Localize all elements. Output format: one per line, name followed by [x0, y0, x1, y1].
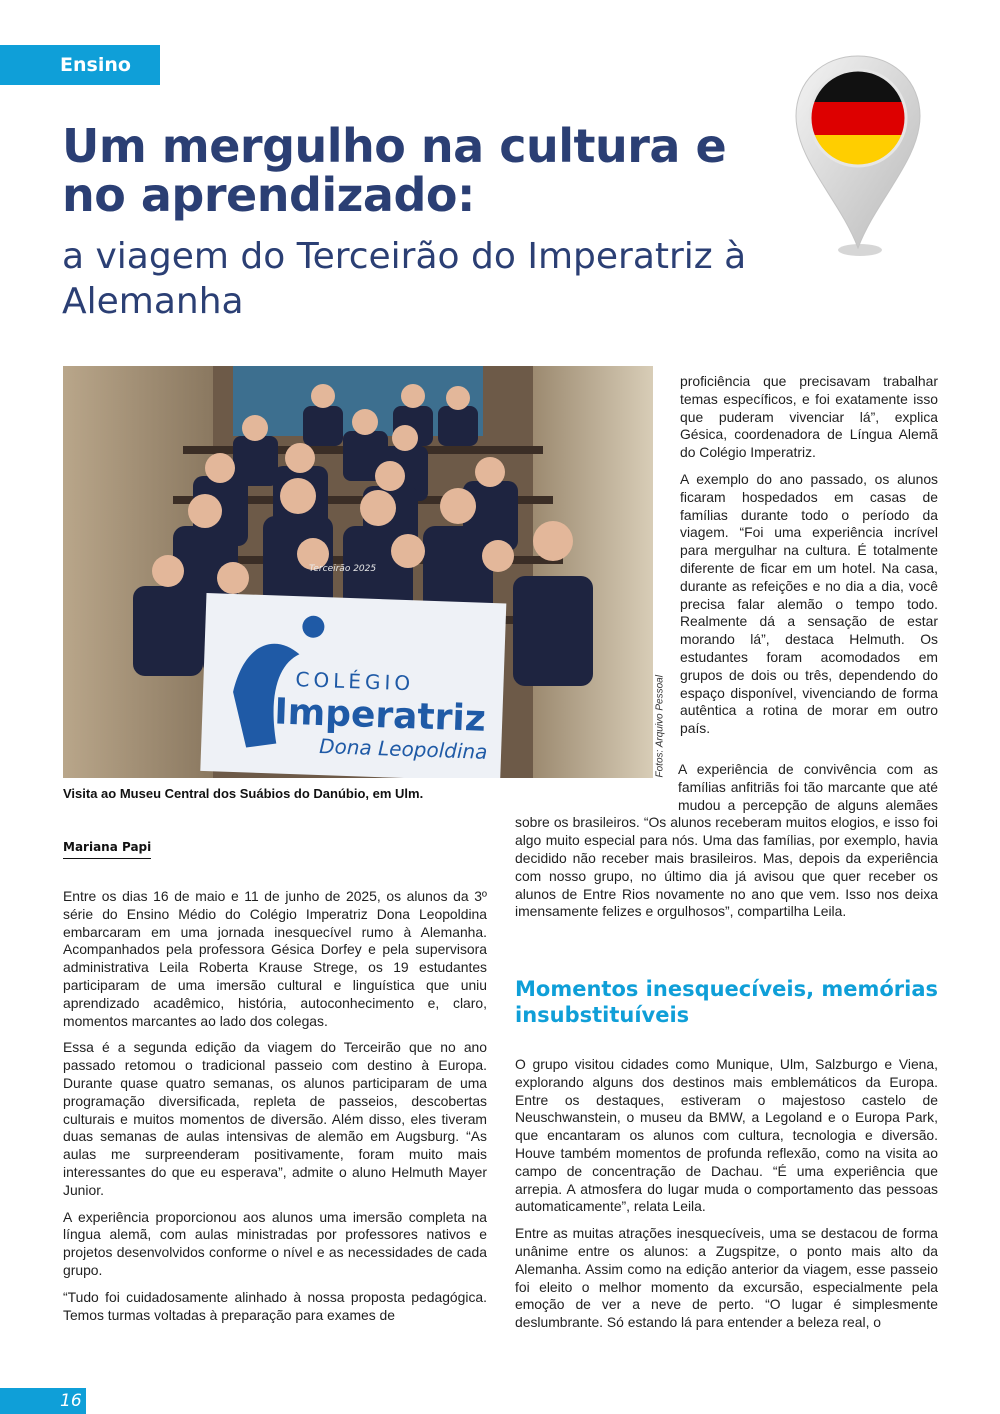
banner-line3: Dona Leopoldina [318, 734, 488, 764]
author-byline: Mariana Papi [63, 840, 151, 859]
page-number: 16 [0, 1388, 86, 1414]
body-paragraph: proficiência que precisavam trabalhar temas específicos, e foi exatamente isso que puderam vivenciar lá”, explica Gésica, coordenadora de Língua Alemã do Colégio Imperatriz. [680, 373, 938, 461]
body-paragraph: Entre as muitas atrações inesquecíveis, uma se destacou de forma unânime entre os alunos: a Zugspitze, o ponto mais alto da Alemanha. Assim como na edição anterior da viagem, esse passeio foi eleito o melhor momento da excursão, especialmente pela emoção de ver a neve de perto. “O lugar é simplesmente deslumbrante. Só estando lá para entender a beleza real, o [515, 1225, 938, 1331]
section-tag: Ensino [0, 45, 160, 85]
germany-flag-pin-icon [790, 50, 930, 260]
article-subtitle: a viagem do Terceirão do Imperatriz à Alemanha [62, 236, 747, 322]
banner-line1: COLÉGIO [295, 667, 415, 696]
body-paragraph: Essa é a segunda edição da viagem do Terceirão que no ano passado retomou o tradicional passeio com destino à Europa. Durante quase quatro semanas, os alunos participaram de uma programação diversificada, repleta de passeios, descobertas culturais e muitos momentos de diversão. Além disso, eles tiveram duas semanas de aulas intensivas de alemão em Augsburg. “As aulas me surpreenderam positivamente, foram muito mais interessantes do que eu esperava”, admite o aluno Helmuth Mayer Junior. [63, 1039, 487, 1198]
shirt-text: Terceirão 2025 [309, 564, 377, 574]
right-column-top [680, 373, 938, 747]
group-photo [63, 366, 653, 778]
body-paragraph: Entre os dias 16 de maio e 11 de junho de 2025, os alunos da 3º série do Ensino Médio do Colégio Imperatriz Dona Leopoldina embarcaram em uma jornada inesquecível rumo à Alemanha. Acompanhados pela professora Gésica Dorfey e pela supervisora administrativa Leila Roberta Krause Strege, os 19 estudantes participaram de uma imersão cultural e linguística que uniu aprendizado acadêmico, história, autoconhecimento e, claro, momentos marcantes ao lado dos colegas. [63, 888, 487, 1029]
article-title: Um mergulho na cultura e no aprendizado: [62, 119, 727, 222]
photo-caption: Visita ao Museu Central dos Suábios do Danúbio, em Ulm. [63, 786, 424, 801]
right-column-bottom [515, 1056, 938, 1341]
left-column [63, 888, 487, 1333]
body-paragraph: A exemplo do ano passado, os alunos ficaram hospedados em casas de famílias durante todo o período da viagem. “Foi uma experiência incrível para mergulhar na cultura. É totalmente diferente de ficar em um hotel. Na casa, durante as refeições e no dia a dia, você precisa falar alemão o tempo todo. Realmente dá a sensação de estar morando lá”, destaca Helmuth. Os estudantes foram acomodados em grupos de dois ou três, dependendo do espaço disponível, vivenciando de forma autêntica a rotina de morar em outro país. [680, 470, 938, 737]
body-paragraph: A experiência de convivência com as famílias anfitriãs foi tão marcante que até mudou a percepção de alguns alemães sobre os brasileiros. “Os alunos receberam muitos elogios, e isso foi algo muito especial para nós. Uma das famílias, por exemplo, havia decidido não receber mais brasileiros. Mas, depois da experiência com nosso grupo, no último dia já avisou que quer receber os alunos de Entre Rios novamente no ano que vem. Isso nos deixa imensamente felizes e orgulhosos”, compartilha Leila. [515, 761, 938, 920]
section-subheading: Momentos inesquecíveis, memórias insubstituíveis [515, 977, 939, 1027]
banner-line2: Imperatriz [273, 691, 487, 740]
photo-credit-text: Fotos: Arquivo Pessoal [654, 675, 666, 778]
wrap-paragraph-block [515, 761, 938, 921]
body-paragraph: O grupo visitou cidades como Munique, Ulm, Salzburgo e Viena, explorando alguns dos destinos mais emblemáticos da Europa. Entre os destaques, estiveram o majestoso castelo de Neuschwanstein, o museu da BMW, a Legoland e o Europa Park, que encantaram os alunos com cultura, tecnologia e diversão. Houve também momentos de profunda reflexão, como na visita ao campo de concentração de Dachau. “É uma experiência que arrepia. A atmosfera do lugar muda o comportamento das pessoas automaticamente”, relata Leila. [515, 1056, 938, 1215]
body-paragraph: A experiência proporcionou aos alunos uma imersão completa na língua alemã, com aulas ministradas por professores nativos e projetos desenvolvidos conforme o nível e as necessidades de cada grupo. [63, 1208, 487, 1278]
body-paragraph: “Tudo foi cuidadosamente alinhado à nossa proposta pedagógica. Temos turmas voltadas à preparação para exames de [63, 1288, 487, 1323]
